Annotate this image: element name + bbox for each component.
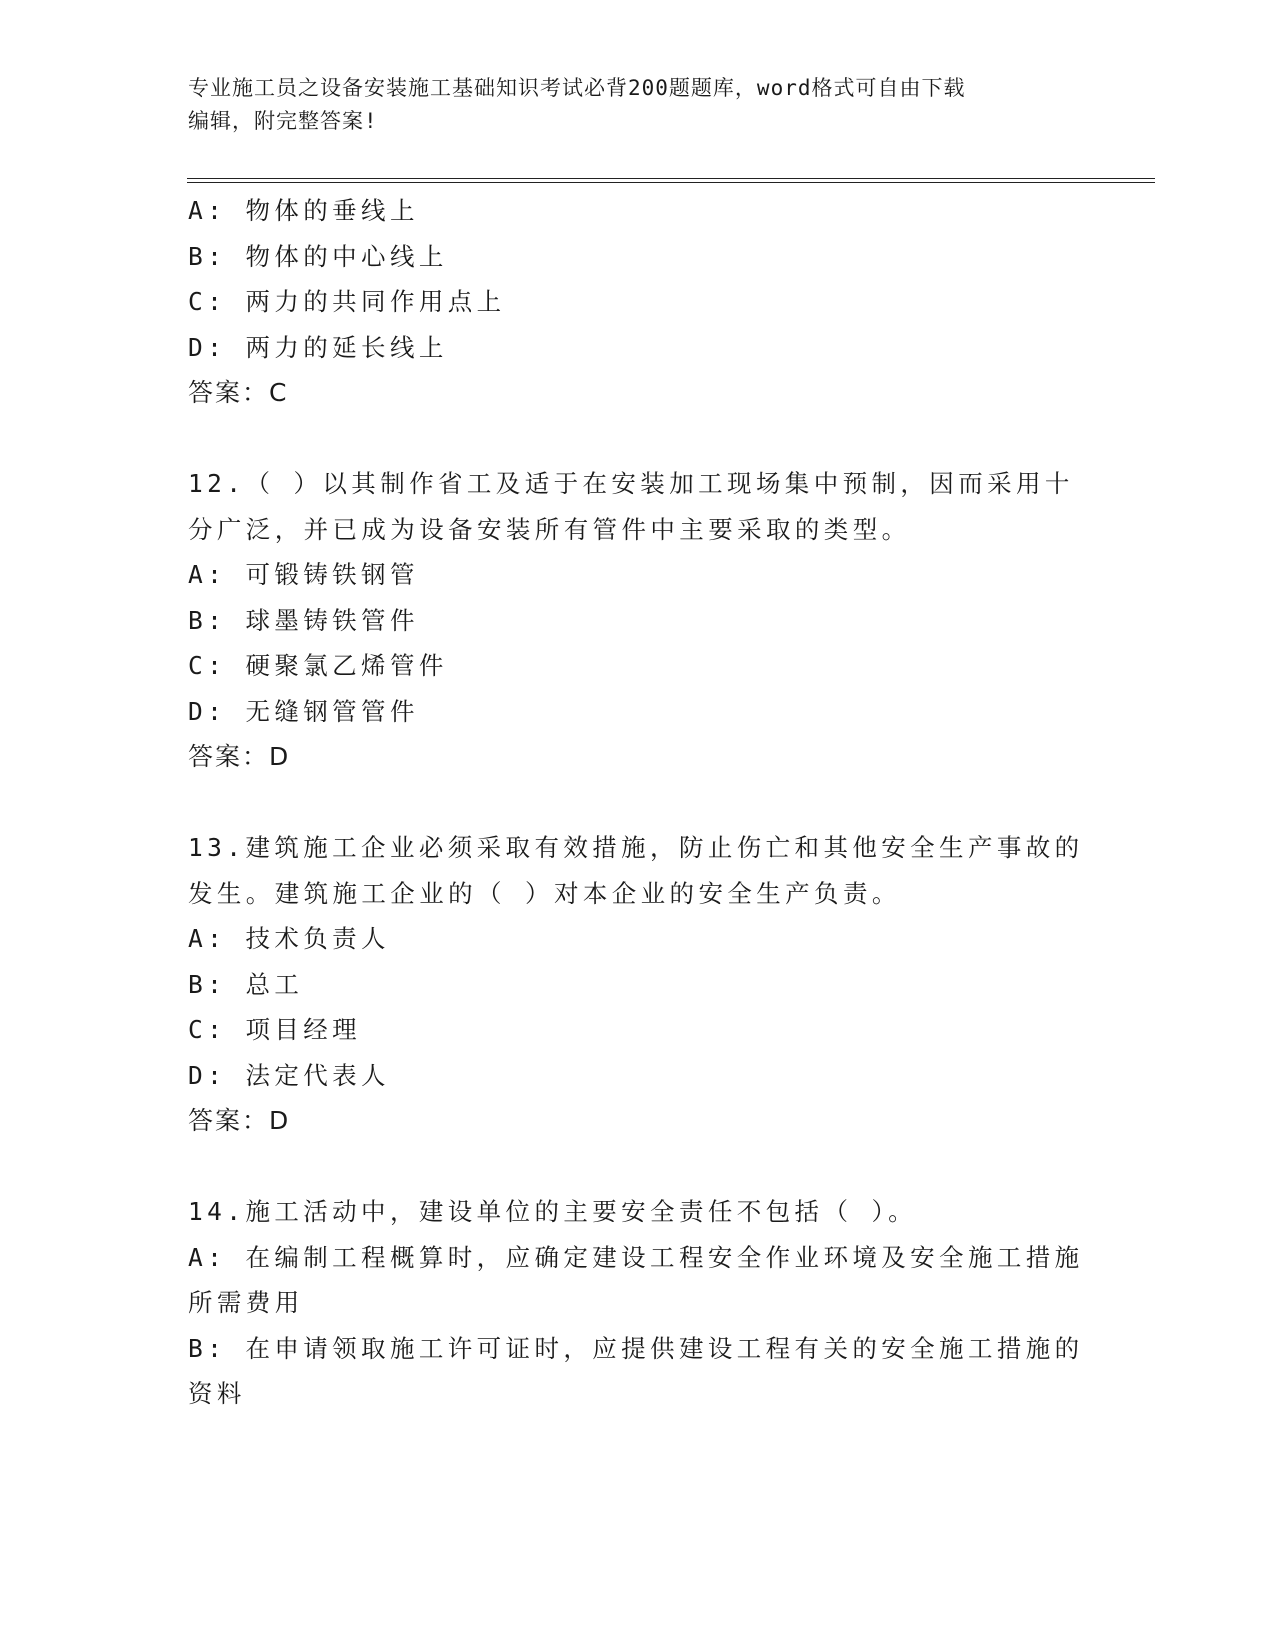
q14-option-b-line-2: 资料 [188, 1379, 246, 1408]
question-12 [188, 461, 1088, 780]
q13-answer: 答案：D [188, 1106, 291, 1135]
question-14 [188, 1189, 1088, 1417]
q14-option-a-line-2: 所需费用 [188, 1288, 304, 1317]
q13-stem-line-1: 13.建筑施工企业必须采取有效措施，防止伤亡和其他安全生产事故的 [188, 833, 1084, 862]
spacer [188, 1144, 1088, 1190]
header-line-1: 专业施工员之设备安装施工基础知识考试必背200题题库，word格式可自由下载 [188, 76, 966, 100]
q13-option-d: D: 法定代表人 [188, 1060, 390, 1090]
question-content [188, 188, 1088, 1417]
q12-stem-line-2: 分广泛，并已成为设备安装所有管件中主要采取的类型。 [188, 514, 911, 544]
q11-answer: 答案：C [188, 378, 289, 407]
q12-option-a: A: 可锻铸铁钢管 [188, 560, 419, 589]
question-11 [188, 188, 1088, 416]
q12-option-d: D: 无缝钢管管件 [188, 696, 419, 726]
q14-option-b-line-1: B: 在申请领取施工许可证时，应提供建设工程有关的安全施工措施的 [188, 1333, 1084, 1363]
q12-option-b: B: 球墨铸铁管件 [188, 605, 419, 635]
q12-answer: 答案：D [188, 742, 291, 771]
q12-option-c: C: 硬聚氯乙烯管件 [188, 651, 448, 680]
q13-option-c: C: 项目经理 [188, 1015, 362, 1044]
q11-option-b: B: 物体的中心线上 [188, 241, 448, 271]
q11-option-d: D: 两力的延长线上 [188, 332, 448, 362]
document-header [188, 72, 1088, 138]
header-line-2: 编辑，附完整答案! [188, 109, 378, 133]
q13-option-b: B: 总工 [188, 969, 304, 999]
question-13 [188, 825, 1088, 1144]
spacer [188, 416, 1088, 462]
q14-stem-line-1: 14.施工活动中，建设单位的主要安全责任不包括（ ）。 [188, 1197, 918, 1226]
q11-option-c: C: 两力的共同作用点上 [188, 287, 506, 316]
header-divider [187, 178, 1155, 183]
q13-option-a: A: 技术负责人 [188, 924, 390, 953]
q12-stem-line-1: 12.（ ）以其制作省工及适于在安装加工现场集中预制，因而采用十 [188, 469, 1074, 498]
q14-option-a-line-1: A: 在编制工程概算时，应确定建设工程安全作业环境及安全施工措施 [188, 1242, 1084, 1272]
q11-option-a: A: 物体的垂线上 [188, 196, 419, 225]
q13-stem-line-2: 发生。建筑施工企业的（ ）对本企业的安全生产负责。 [188, 878, 901, 908]
spacer [188, 780, 1088, 826]
